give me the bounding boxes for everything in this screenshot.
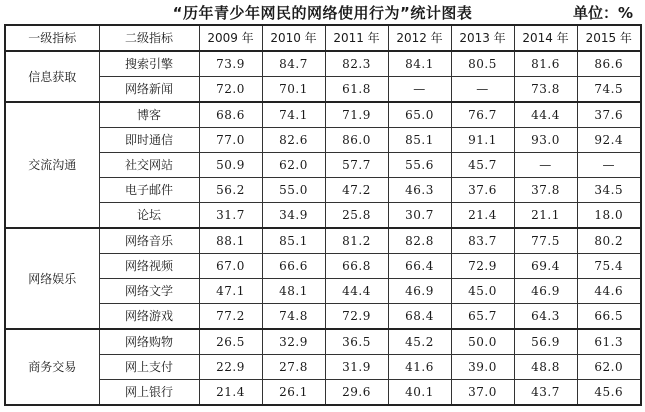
value-cell: 74.1 [262, 102, 325, 128]
value-cell: 68.6 [199, 102, 262, 128]
value-cell: 74.8 [262, 304, 325, 330]
value-cell: 81.6 [514, 51, 577, 77]
value-cell: 75.4 [577, 254, 641, 279]
subcategory-cell: 网络新闻 [99, 77, 199, 103]
value-cell: 44.4 [325, 279, 388, 304]
subcategory-cell: 网上银行 [99, 380, 199, 406]
value-cell: 72.9 [325, 304, 388, 330]
statistics-table [4, 24, 642, 406]
table-title: “历年青少年网民的网络使用行为”统计图表 [172, 4, 473, 22]
value-cell: 83.7 [451, 228, 514, 254]
value-cell: 37.6 [451, 178, 514, 203]
value-cell: 56.2 [199, 178, 262, 203]
value-cell: 86.0 [325, 128, 388, 153]
value-cell: 39.0 [451, 355, 514, 380]
subcategory-cell: 网络视频 [99, 254, 199, 279]
table-row [5, 304, 641, 330]
value-cell: 82.8 [388, 228, 451, 254]
value-cell: — [388, 77, 451, 103]
value-cell: 36.5 [325, 329, 388, 355]
value-cell: 45.0 [451, 279, 514, 304]
value-cell: 77.5 [514, 228, 577, 254]
value-cell: 84.7 [262, 51, 325, 77]
value-cell: 40.1 [388, 380, 451, 406]
subcategory-cell: 网络文学 [99, 279, 199, 304]
value-cell: 73.9 [199, 51, 262, 77]
column-header: 2010 年 [262, 25, 325, 51]
value-cell: 37.0 [451, 380, 514, 406]
value-cell: 55.6 [388, 153, 451, 178]
value-cell: 93.0 [514, 128, 577, 153]
table-row [5, 102, 641, 128]
value-cell: 18.0 [577, 203, 641, 229]
table-row [5, 228, 641, 254]
value-cell: 69.4 [514, 254, 577, 279]
value-cell: 86.6 [577, 51, 641, 77]
value-cell: 67.0 [199, 254, 262, 279]
subcategory-cell: 即时通信 [99, 128, 199, 153]
column-header: 2009 年 [199, 25, 262, 51]
value-cell: 47.2 [325, 178, 388, 203]
subcategory-cell: 电子邮件 [99, 178, 199, 203]
value-cell: 62.0 [577, 355, 641, 380]
value-cell: 37.8 [514, 178, 577, 203]
value-cell: 46.3 [388, 178, 451, 203]
column-header: 一级指标 [5, 25, 99, 51]
table-row [5, 153, 641, 178]
value-cell: 34.9 [262, 203, 325, 229]
subcategory-cell: 搜索引擎 [99, 51, 199, 77]
value-cell: 45.2 [388, 329, 451, 355]
category-cell: 交流沟通 [5, 102, 99, 228]
column-header: 2013 年 [451, 25, 514, 51]
subcategory-cell: 社交网站 [99, 153, 199, 178]
value-cell: 43.7 [514, 380, 577, 406]
value-cell: 73.8 [514, 77, 577, 103]
value-cell: 82.3 [325, 51, 388, 77]
column-header: 2014 年 [514, 25, 577, 51]
value-cell: 50.0 [451, 329, 514, 355]
value-cell: 62.0 [262, 153, 325, 178]
value-cell: 66.4 [388, 254, 451, 279]
value-cell: 66.8 [325, 254, 388, 279]
subcategory-cell: 博客 [99, 102, 199, 128]
value-cell: 46.9 [514, 279, 577, 304]
value-cell: 61.3 [577, 329, 641, 355]
value-cell: 37.6 [577, 102, 641, 128]
value-cell: 77.2 [199, 304, 262, 330]
category-cell: 信息获取 [5, 51, 99, 102]
value-cell: 64.3 [514, 304, 577, 330]
value-cell: 22.9 [199, 355, 262, 380]
value-cell: 48.1 [262, 279, 325, 304]
value-cell: 68.4 [388, 304, 451, 330]
value-cell: 76.7 [451, 102, 514, 128]
value-cell: 30.7 [388, 203, 451, 229]
value-cell: 31.7 [199, 203, 262, 229]
value-cell: 82.6 [262, 128, 325, 153]
table-row [5, 329, 641, 355]
column-header: 2011 年 [325, 25, 388, 51]
value-cell: 74.5 [577, 77, 641, 103]
value-cell: 85.1 [262, 228, 325, 254]
value-cell: — [514, 153, 577, 178]
value-cell: 44.6 [577, 279, 641, 304]
value-cell: 26.5 [199, 329, 262, 355]
value-cell: 26.1 [262, 380, 325, 406]
value-cell: 57.7 [325, 153, 388, 178]
value-cell: 85.1 [388, 128, 451, 153]
value-cell: 65.7 [451, 304, 514, 330]
subcategory-cell: 网络游戏 [99, 304, 199, 330]
header-row [5, 25, 641, 51]
value-cell: 50.9 [199, 153, 262, 178]
table-row [5, 279, 641, 304]
value-cell: 41.6 [388, 355, 451, 380]
subcategory-cell: 网上支付 [99, 355, 199, 380]
subcategory-cell: 网络购物 [99, 329, 199, 355]
value-cell: 72.9 [451, 254, 514, 279]
value-cell: 66.5 [577, 304, 641, 330]
column-header: 2012 年 [388, 25, 451, 51]
category-cell: 网络娱乐 [5, 228, 99, 329]
value-cell: 92.4 [577, 128, 641, 153]
value-cell: 44.4 [514, 102, 577, 128]
table-row [5, 51, 641, 77]
value-cell: 21.4 [199, 380, 262, 406]
value-cell: 77.0 [199, 128, 262, 153]
category-cell: 商务交易 [5, 329, 99, 405]
value-cell: 45.6 [577, 380, 641, 406]
value-cell: 71.9 [325, 102, 388, 128]
subcategory-cell: 论坛 [99, 203, 199, 229]
value-cell: 48.8 [514, 355, 577, 380]
value-cell: 25.8 [325, 203, 388, 229]
value-cell: 66.6 [262, 254, 325, 279]
value-cell: 65.0 [388, 102, 451, 128]
value-cell: 45.7 [451, 153, 514, 178]
table-row [5, 254, 641, 279]
value-cell: 31.9 [325, 355, 388, 380]
value-cell: 21.1 [514, 203, 577, 229]
column-header: 二级指标 [99, 25, 199, 51]
value-cell: 80.2 [577, 228, 641, 254]
table-row [5, 128, 641, 153]
value-cell: 61.8 [325, 77, 388, 103]
value-cell: — [451, 77, 514, 103]
value-cell: 21.4 [451, 203, 514, 229]
value-cell: 32.9 [262, 329, 325, 355]
value-cell: — [577, 153, 641, 178]
value-cell: 88.1 [199, 228, 262, 254]
table-row [5, 380, 641, 406]
column-header: 2015 年 [577, 25, 641, 51]
value-cell: 91.1 [451, 128, 514, 153]
table-row [5, 203, 641, 229]
value-cell: 27.8 [262, 355, 325, 380]
subcategory-cell: 网络音乐 [99, 228, 199, 254]
value-cell: 81.2 [325, 228, 388, 254]
value-cell: 56.9 [514, 329, 577, 355]
value-cell: 46.9 [388, 279, 451, 304]
value-cell: 84.1 [388, 51, 451, 77]
value-cell: 55.0 [262, 178, 325, 203]
value-cell: 29.6 [325, 380, 388, 406]
table-row [5, 178, 641, 203]
value-cell: 80.5 [451, 51, 514, 77]
table-row [5, 355, 641, 380]
value-cell: 70.1 [262, 77, 325, 103]
value-cell: 47.1 [199, 279, 262, 304]
value-cell: 72.0 [199, 77, 262, 103]
value-cell: 34.5 [577, 178, 641, 203]
unit-label: 单位：% [572, 4, 633, 22]
table-row [5, 77, 641, 103]
